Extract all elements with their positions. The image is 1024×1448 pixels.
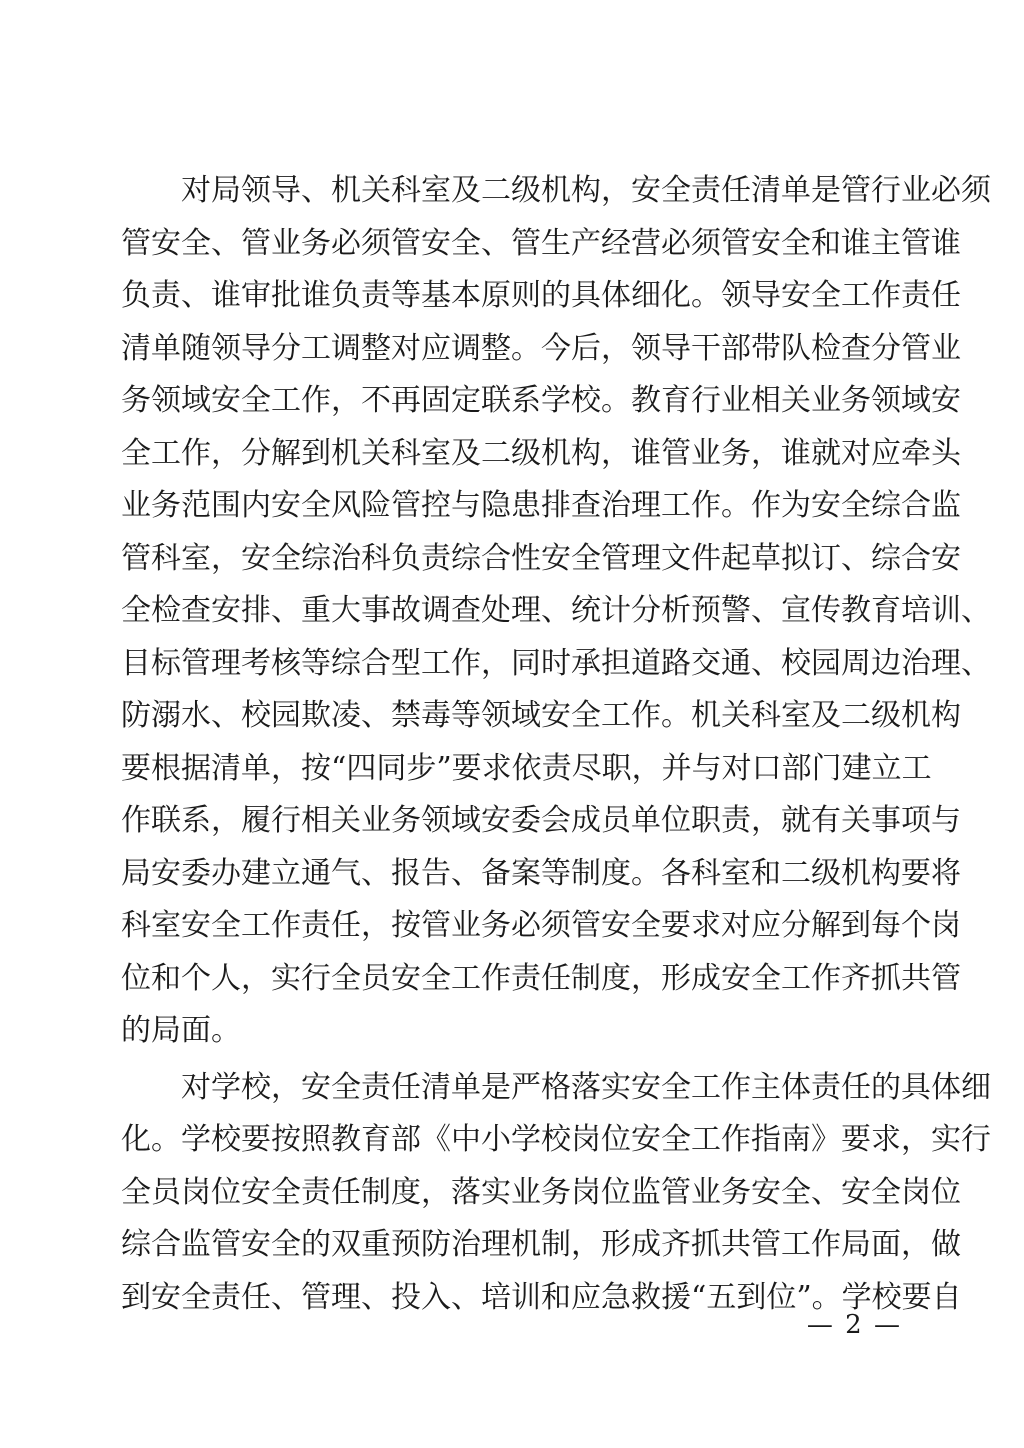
text-line: 全检查安排、重大事故调查处理、统计分析预警、宣传教育培训、 [121, 593, 991, 628]
text-line: 化。学校要按照教育部《中小学校岗位安全工作指南》要求，实行 [121, 1122, 991, 1157]
text-line: 作联系，履行相关业务领域安委会成员单位职责，就有关事项与 [121, 803, 961, 838]
text-line: 全员岗位安全责任制度，落实业务岗位监管业务安全、安全岗位 [121, 1174, 961, 1210]
text-line: 全工作，分解到机关科室及二级机构，谁管业务，谁就对应牵头 [121, 435, 961, 471]
text-line: 对局领导、机关科室及二级机构，安全责任清单是管行业必须 [121, 173, 991, 208]
text-line: 目标管理考核等综合型工作，同时承担道路交通、校园周边治理、 [121, 645, 991, 681]
document-body [121, 165, 991, 1324]
text-line: 局安委办建立通气、报告、备案等制度。各科室和二级机构要将 [121, 855, 961, 891]
text-line: 清单随领导分工调整对应调整。今后，领导干部带队检查分管业 [121, 330, 961, 366]
text-line: 的局面。 [121, 1013, 241, 1048]
paragraph-1 [121, 165, 991, 1058]
text-line: 负责、谁审批谁负责等基本原则的具体细化。领导安全工作责任 [121, 278, 961, 313]
text-line: 到安全责任、管理、投入、培训和应急救援“五到位”。学校要自 [121, 1279, 962, 1315]
text-line: 科室安全工作责任，按管业务必须管安全要求对应分解到每个岗 [121, 908, 961, 943]
paragraph-2 [121, 1062, 991, 1325]
text-line: 业务范围内安全风险管控与隐患排查治理工作。作为安全综合监 [121, 488, 961, 523]
page-number: — 2 — [806, 1310, 902, 1340]
text-line: 对学校，安全责任清单是严格落实安全工作主体责任的具体细 [121, 1069, 991, 1105]
text-line: 防溺水、校园欺凌、禁毒等领域安全工作。机关科室及二级机构 [121, 698, 961, 733]
text-line: 综合监管安全的双重预防治理机制，形成齐抓共管工作局面，做 [121, 1227, 961, 1262]
text-line: 务领域安全工作，不再固定联系学校。教育行业相关业务领域安 [121, 383, 961, 418]
text-line: 管安全、管业务必须管安全、管生产经营必须管安全和谁主管谁 [121, 225, 961, 261]
text-line: 位和个人，实行全员安全工作责任制度，形成安全工作齐抓共管 [121, 960, 961, 996]
text-line: 管科室，安全综治科负责综合性安全管理文件起草拟订、综合安 [121, 540, 961, 576]
text-line: 要根据清单，按“四同步”要求依责尽职，并与对口部门建立工 [121, 750, 932, 786]
